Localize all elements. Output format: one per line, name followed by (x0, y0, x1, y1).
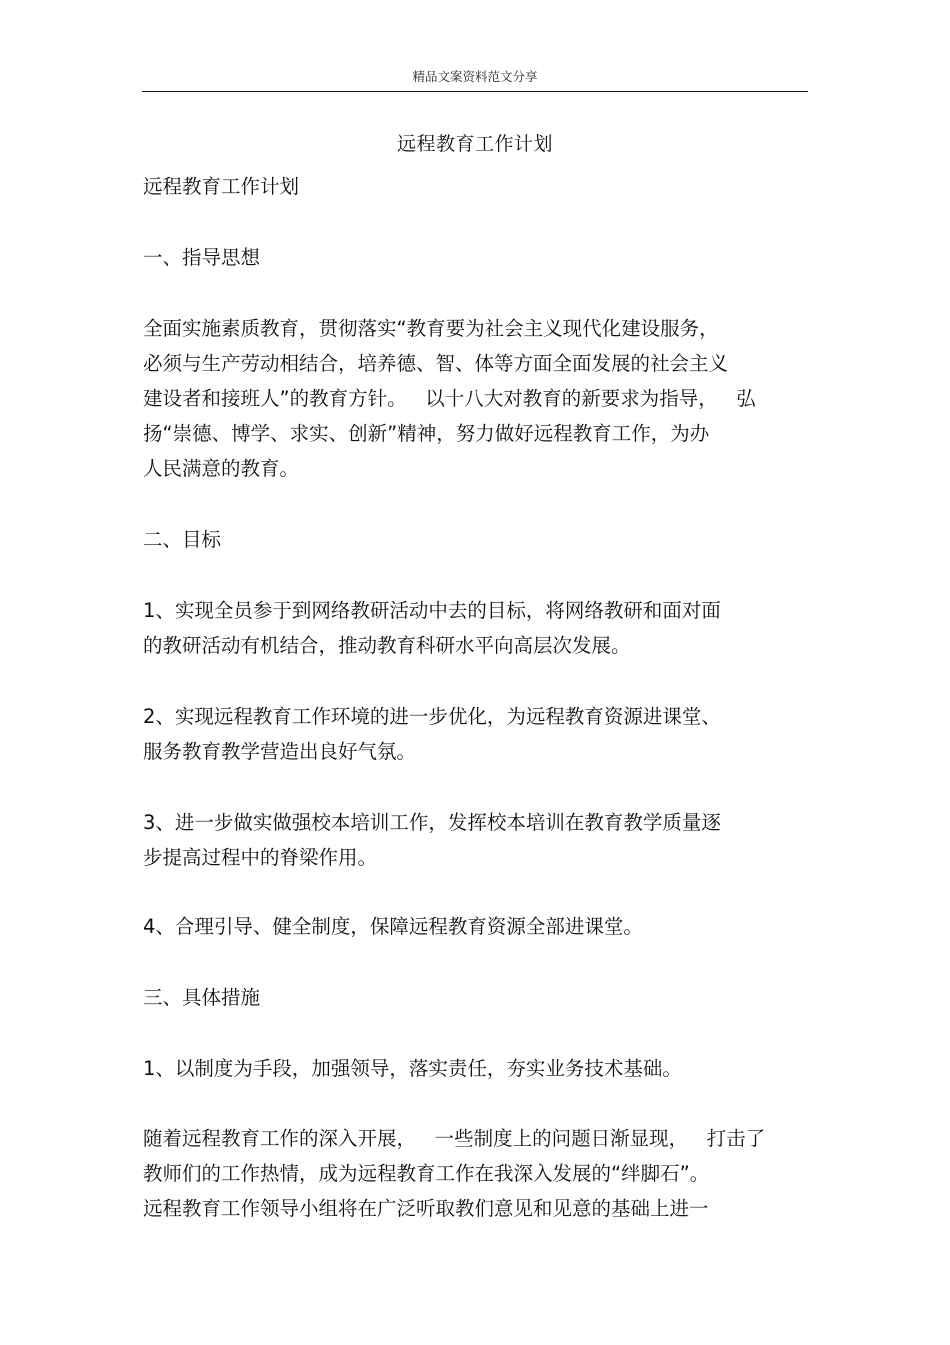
paragraph-line: 随着远程教育工作的深入开展， 一些制度上的问题日渐显现， 打击了 (143, 1127, 766, 1150)
paragraph-line: 远程教育工作领导小组将在广泛听取教们意见和见意的基础上进一 (143, 1197, 709, 1220)
goal-item-2-line: 服务教育教学营造出良好气氛。 (143, 740, 417, 763)
goal-item-1-line: 1、实现全员参于到网络教研活动中去的目标，将网络教研和面对面 (143, 599, 721, 622)
document-title: 远程教育工作计划 (396, 133, 553, 155)
goal-item-3-line: 3、进一步做实做强校本培训工作，发挥校本培训在教育教学质量逐 (143, 811, 721, 834)
paragraph-line: 人民满意的教育。 (143, 457, 300, 480)
goal-item-2-line: 2、实现远程教育工作环境的进一步优化，为远程教育资源进课堂、 (143, 705, 721, 728)
goal-item-3-line: 步提高过程中的脊梁作用。 (143, 846, 378, 869)
paragraph-line: 扬“崇德、博学、求实、创新”精神，努力做好远程教育工作，为办 (143, 422, 710, 445)
section-heading-measures: 三、具体措施 (143, 986, 261, 1009)
paragraph-line: 必须与生产劳动相结合，培养德、智、体等方面全面发展的社会主义 (143, 352, 729, 375)
goal-item-4: 4、合理引导、健全制度，保障远程教育资源全部进课堂。 (143, 915, 643, 938)
document-subtitle: 远程教育工作计划 (143, 175, 300, 198)
section-heading-guiding-ideology: 一、指导思想 (143, 246, 261, 269)
measure-item-1: 1、以制度为手段，加强领导，落实责任，夯实业务技术基础。 (143, 1057, 682, 1080)
paragraph-line: 建设者和接班人”的教育方针。 以十八大对教育的新要求为指导， 弘 (143, 387, 756, 410)
goal-item-1-line: 的教研活动有机结合，推动教育科研水平向高层次发展。 (143, 634, 631, 657)
section-heading-goals: 二、目标 (143, 528, 222, 551)
running-header: 精品文案资料范文分享 (412, 69, 538, 84)
header-divider (142, 91, 808, 92)
paragraph-line: 教师们的工作热情，成为远程教育工作在我深入发展的“绊脚石”。 (143, 1162, 710, 1185)
paragraph-line: 全面实施素质教育，贯彻落实“教育要为社会主义现代化建设服务， (143, 317, 719, 340)
